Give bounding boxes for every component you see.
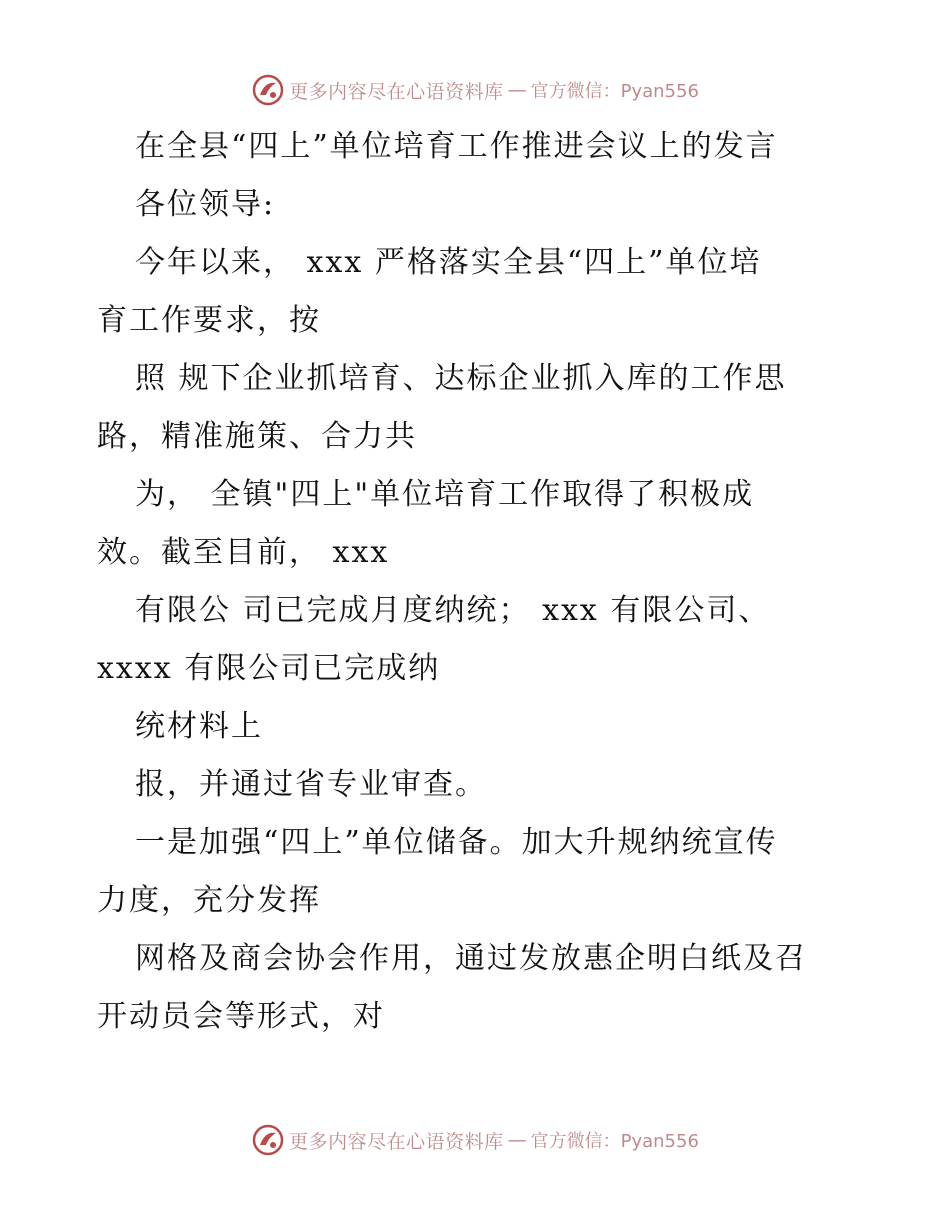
text-line: 报，并通过省专业审查。 — [135, 767, 487, 802]
watermark-text: 更多内容尽在心语资料库 — [289, 80, 504, 103]
header-watermark — [0, 70, 950, 110]
footer-watermark — [0, 1120, 950, 1160]
watermark-separator: — — [507, 1129, 527, 1151]
text-line: 有限公 司已完成月度纳统； xxx 有限公司、 — [135, 593, 771, 628]
text-line: 一是加强“四上”单位储备。加大升规纳统宣传 — [135, 825, 778, 860]
seal-logo-icon — [251, 73, 285, 107]
watermark-wechat: 官方微信：Pyan556 — [530, 81, 699, 102]
text-line: 统材料上 — [135, 709, 263, 744]
text-line: 在全县“四上”单位培育工作推进会议上的发言 — [135, 129, 778, 164]
text-line: 力度，充分发挥 — [97, 883, 321, 918]
text-line: 路，精准施策、合力共 — [97, 419, 417, 454]
watermark-separator: — — [507, 79, 527, 101]
watermark-wechat: 官方微信：Pyan556 — [530, 1131, 699, 1152]
document-body — [97, 118, 857, 1046]
text-line: 为， 全镇"四上"单位培育工作取得了积极成 — [135, 477, 755, 512]
text-line: xxxx 有限公司已完成纳 — [97, 651, 441, 686]
text-line: 育工作要求，按 — [97, 303, 321, 338]
seal-logo-icon — [251, 1123, 285, 1157]
text-line: 各位领导: — [135, 187, 276, 222]
text-line: 开动员会等形式，对 — [97, 999, 385, 1034]
text-line: 照 规下企业抓培育、达标企业抓入库的工作思 — [135, 361, 787, 396]
text-line: 今年以来， xxx 严格落实全县“四上”单位培 — [135, 245, 762, 280]
text-line: 效。截至目前， xxx — [97, 535, 390, 570]
text-line: 网格及商会协会作用，通过发放惠企明白纸及召 — [135, 941, 807, 976]
watermark-text: 更多内容尽在心语资料库 — [289, 1130, 504, 1153]
